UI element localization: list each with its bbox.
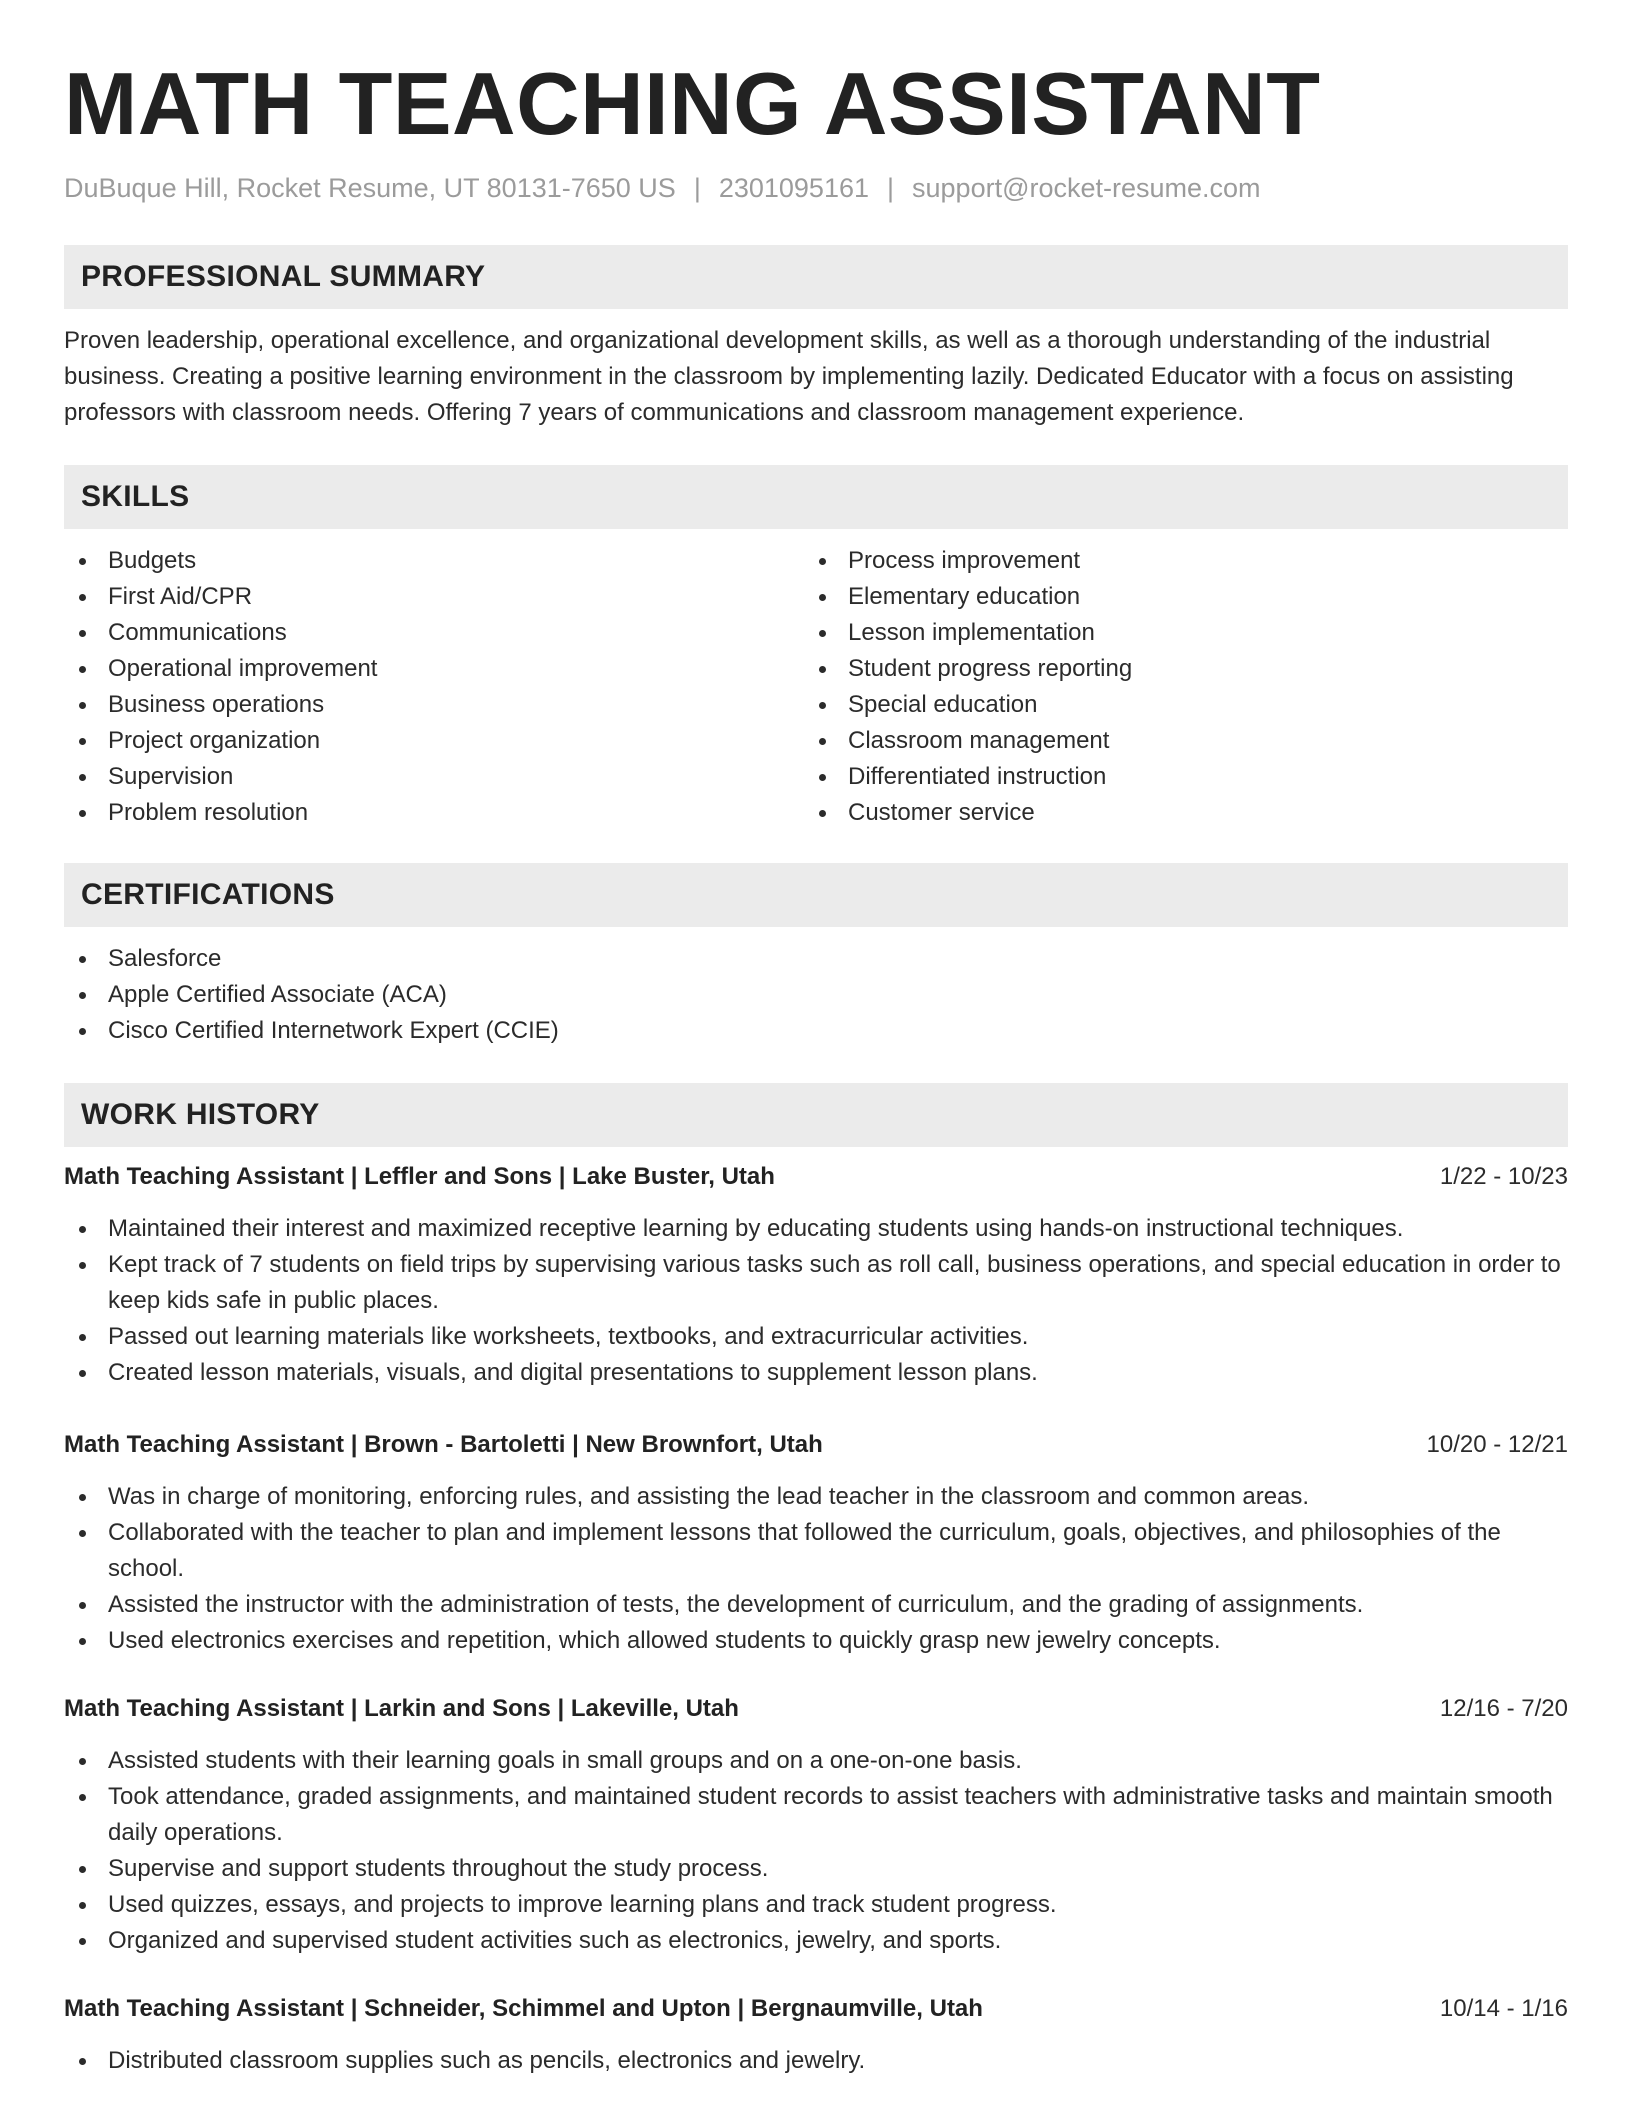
job-bullets	[64, 2043, 1568, 2079]
contact-email: support@rocket-resume.com	[912, 173, 1261, 203]
skill-item: Process improvement	[804, 543, 1544, 579]
candidate-name: MATH TEACHING ASSISTANT	[64, 54, 1321, 153]
section-heading-certifications: CERTIFICATIONS	[64, 863, 1568, 927]
job-bullet: Collaborated with the teacher to plan and implement lessons that followed the curriculum, goals, objectives, and philosophies of the school.	[64, 1515, 1568, 1587]
job-title: Math Teaching Assistant | Brown - Bartoletti | New Brownfort, Utah	[64, 1431, 823, 1458]
job-bullet: Used electronics exercises and repetition, which allowed students to quickly grasp new jewelry concepts.	[64, 1623, 1568, 1659]
job-bullet: Kept track of 7 students on field trips by supervising various tasks such as roll call, business operations, and special education in order to keep kids safe in public places.	[64, 1247, 1568, 1319]
job-header	[64, 1159, 1568, 1195]
skill-item: Special education	[804, 687, 1544, 723]
skill-item: Differentiated instruction	[804, 759, 1544, 795]
job-dates: 10/14 - 1/16	[1439, 1995, 1568, 2022]
certifications-list	[64, 941, 1568, 1049]
job-bullet: Assisted the instructor with the administration of tests, the development of curriculum, and the grading of assignments.	[64, 1587, 1568, 1623]
job-bullets	[64, 1743, 1568, 1959]
section-heading-work-history: WORK HISTORY	[64, 1083, 1568, 1147]
skill-item: Operational improvement	[64, 651, 804, 687]
skill-item: Student progress reporting	[804, 651, 1544, 687]
skill-item: Supervision	[64, 759, 804, 795]
job-bullet: Organized and supervised student activities such as electronics, jewelry, and sports.	[64, 1923, 1568, 1959]
job-bullet: Supervise and support students throughout the study process.	[64, 1851, 1568, 1887]
job-title: Math Teaching Assistant | Schneider, Schimmel and Upton | Bergnaumville, Utah	[64, 1995, 983, 2022]
job-dates: 10/20 - 12/21	[1426, 1431, 1568, 1458]
job-entry	[64, 1691, 1568, 1959]
skill-item: Lesson implementation	[804, 615, 1544, 651]
job-bullet: Took attendance, graded assignments, and maintained student records to assist teachers with administrative tasks and maintain smooth daily operations.	[64, 1779, 1568, 1851]
job-bullet: Created lesson materials, visuals, and digital presentations to supplement lesson plans.	[64, 1355, 1568, 1391]
job-bullet: Maintained their interest and maximized receptive learning by educating students using hands-on instructional techniques.	[64, 1211, 1568, 1247]
job-bullet: Was in charge of monitoring, enforcing rules, and assisting the lead teacher in the classroom and common areas.	[64, 1479, 1568, 1515]
job-header	[64, 1427, 1568, 1463]
skill-item: Classroom management	[804, 723, 1544, 759]
skill-item: Budgets	[64, 543, 804, 579]
job-bullet: Passed out learning materials like worksheets, textbooks, and extracurricular activities.	[64, 1319, 1568, 1355]
skill-item: Communications	[64, 615, 804, 651]
job-header	[64, 1991, 1568, 2027]
skill-item: Business operations	[64, 687, 804, 723]
work-history-list	[64, 1159, 1568, 2079]
certification-item: Salesforce	[64, 941, 1568, 977]
skills-columns	[64, 543, 1568, 831]
job-header	[64, 1691, 1568, 1727]
contact-line	[64, 170, 1568, 206]
job-entry	[64, 1427, 1568, 1659]
job-bullet: Assisted students with their learning goals in small groups and on a one-on-one basis.	[64, 1743, 1568, 1779]
job-entry	[64, 1991, 1568, 2079]
job-dates: 12/16 - 7/20	[1439, 1695, 1568, 1722]
job-bullet: Used quizzes, essays, and projects to improve learning plans and track student progress.	[64, 1887, 1568, 1923]
section-heading-summary: PROFESSIONAL SUMMARY	[64, 245, 1568, 309]
job-entry	[64, 1159, 1568, 1391]
contact-phone: 2301095161	[718, 173, 869, 203]
contact-separator: |	[887, 173, 895, 203]
skills-list-left	[64, 543, 804, 831]
job-title: Math Teaching Assistant | Larkin and Sons | Lakeville, Utah	[64, 1695, 739, 1722]
certification-item: Cisco Certified Internetwork Expert (CCIE)	[64, 1013, 1568, 1049]
contact-separator: |	[693, 173, 701, 203]
section-heading-skills: SKILLS	[64, 465, 1568, 529]
certification-item: Apple Certified Associate (ACA)	[64, 977, 1568, 1013]
contact-address: DuBuque Hill, Rocket Resume, UT 80131-7650 US	[64, 173, 676, 203]
job-bullets	[64, 1211, 1568, 1391]
job-title: Math Teaching Assistant | Leffler and Sons | Lake Buster, Utah	[64, 1163, 775, 1190]
summary-text: Proven leadership, operational excellence, and organizational development skills, as well as a thorough understanding of the industrial business. Creating a positive learning environment in the classroom by implementing lazily. Dedicated Educator with a focus on assisting professors with classroom needs. Offering 7 years of communications and classroom management experience.	[64, 327, 1514, 426]
job-bullets	[64, 1479, 1568, 1659]
skill-item: First Aid/CPR	[64, 579, 804, 615]
skill-item: Elementary education	[804, 579, 1544, 615]
job-bullet: Distributed classroom supplies such as pencils, electronics and jewelry.	[64, 2043, 1568, 2079]
skill-item: Customer service	[804, 795, 1544, 831]
skill-item: Project organization	[64, 723, 804, 759]
skill-item: Problem resolution	[64, 795, 804, 831]
skills-list-right	[804, 543, 1544, 831]
job-dates: 1/22 - 10/23	[1439, 1163, 1568, 1190]
